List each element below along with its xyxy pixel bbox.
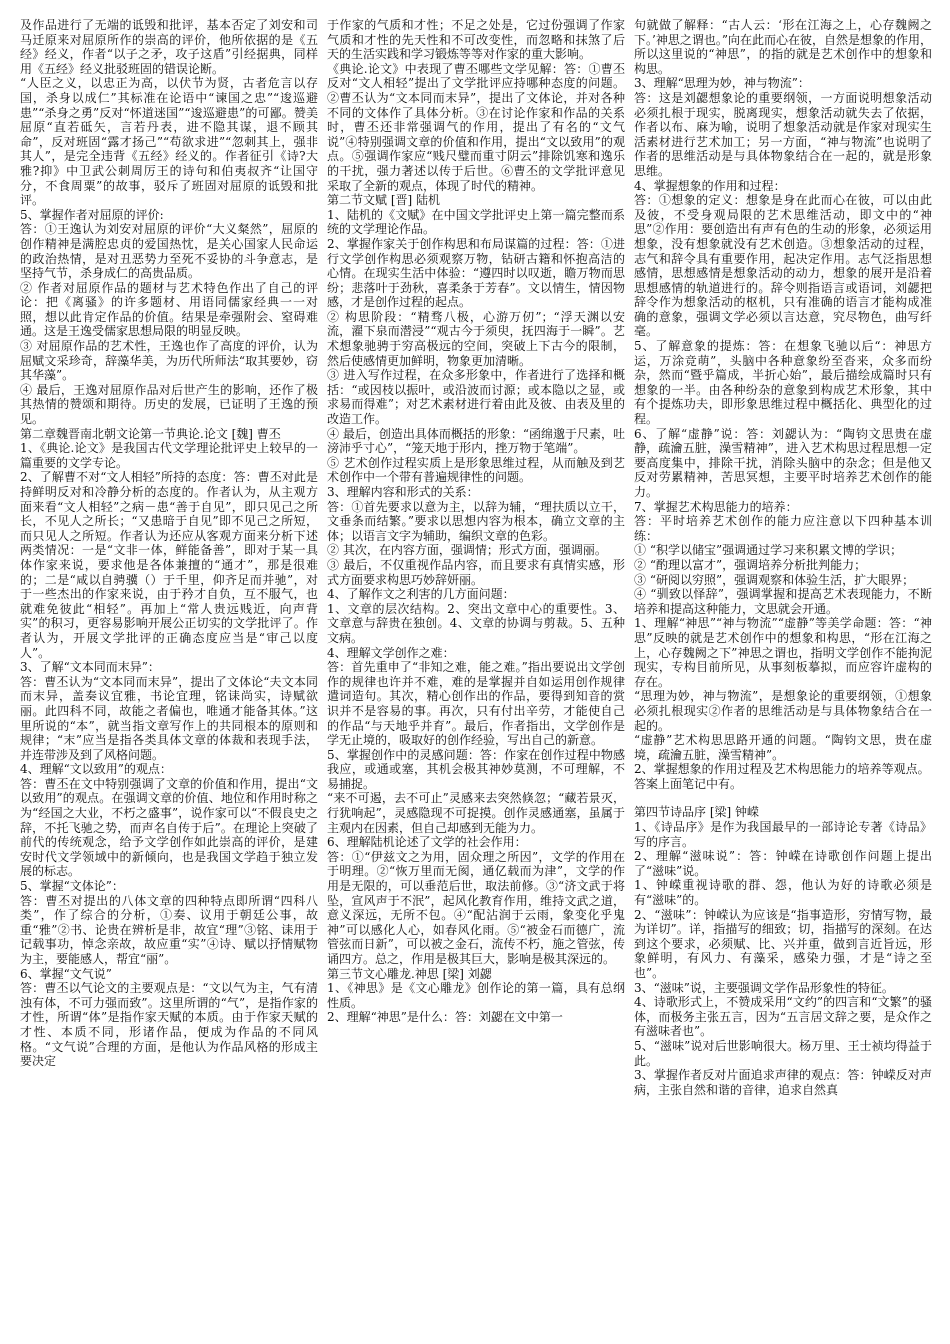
paragraph: ③ “研阅以穷照”，强调观察和体验生活，扩大眼界； <box>634 572 915 587</box>
paragraph: 答：①王逸认为刘安对屈原的评价“大义粲然”，屈原的创作精神是满腔忠贞的爱国热忱，是关心国家人民命运的政治热情，是对丑恶势力至死不妥协的斗争意志，是坚持气节，杀身成仁的高贵品质。 <box>20 222 318 281</box>
paragraph: 2、掌握作家关于创作构思和布局谋篇的过程：答：①进行文学创作构思必须观察万物，钻研古籍和怀抱高洁的心情。在现实生活中体验：“遵四时以叹逝，瞻万物而思纷；悲落叶于劲秋，喜柔条于芳春”。文以情生，情因物感，才是创作过程的起点。 <box>327 236 625 310</box>
paragraph: 答：这是刘勰想象论的重要纲领，一方面说明想象活动必须扎根于现实，脱离现实，想象活动就失去了依据，作者以布、麻为喻，说明了想象活动就是作家对现实生活素材进行艺术加工；另一方面，“神与物流”也说明了作者的思维活动是与具体物象结合在一起的，就是形象思维。 <box>634 90 932 178</box>
paragraph: 1、钟嵘重视诗歌的群、怨，他认为好的诗歌必须是有“滋味”的。 <box>634 878 932 908</box>
paragraph: 第二节文赋 [晋] 陆机 <box>327 193 440 208</box>
paragraph: 1、《诗品序》是作为我国最早的一部诗论专著《诗品》写的序言。 <box>634 820 932 849</box>
paragraph: “人臣之义，以忠正为高，以伏节为贤，古者危言以存国，杀身以成仁”其标准在论语中“谏国之忠”“逡巡避患”“杀身之勇”反对“怀道迷国”“逡巡避患”的可鄙。赞美屈原“直若砥矢，言若丹表，进不隐其谋，退不顾其命”，反对班固“露才扬己”“苟欲求进”“忽刺其上，强非其人”，是完全违背《五经》经义的。作者征引《诗?大雅?抑》中卫武公刺周厉王的诗句和伯夷叔齐“让国守分，不食周粟”的故事，驳斥了班固对屈原的诋毁和批评。 <box>20 76 318 208</box>
paragraph: 答：①“伊兹文之为用，固众理之所因”，文学的作用在于明理。②“恢万里而无阂，通亿载而为津”，文学的作用是无限的，可以垂范后世，取法前修。③“济文武于将坠，宣风声于不泯”，起风化教育作用，维持文武之道，意义深远，无所不包。④“配沾润于云雨，象变化乎鬼神”可以感化人心，如春风化雨。⑤“被金石而德广，流管弦而日新”，可以被之金石，流传不朽，施之管弦，传诵四方。总之，作用是极其巨大，影响是极其深远的。 <box>327 849 625 966</box>
paragraph: 1、陆机的《文赋》在中国文学批评史上第一篇完整而系统的文学理论作品。 <box>327 207 625 237</box>
paragraph <box>634 791 932 805</box>
paragraph: 5、掌握创作中的灵感问题：答：作家在创作过程中物感我应，或通或塞，其机会极其神妙莫测，不可理解，不易捕捉。 <box>327 747 625 791</box>
paragraph: ⑤ 艺术创作过程实质上是形象思维过程，从而触及到艺术创作中一个带有普遍规律性的问题。 <box>327 455 625 485</box>
paragraph: 答：①首先要求以意为主，以辞为辅，“理扶质以立干，文垂条而结繁。”要求以思想内容为根本，确立文章的主体；以语言文字为辅助，编织文章的色彩。 <box>327 499 625 543</box>
paragraph: 答：①想象的定义：想象是身在此而心在彼，可以由此及彼，不受身观局限的艺术思维活动，即文中的“神思”②作用：要创造出有声有色的生动的形象，必须运用想象，没有想象就没有艺术创造。③想象活动的过程，志气和辞令具有重要作用，起决定作用。志气泛指思想感情，思想感情是想象活动的动力，想象的展开是沿着思想感情的轨道进行的。辞令则指语言或语词，刘勰把辞令作为想象活动的枢机，只有准确的语言才能构成准确的意象，强调文学必须以言达意，究尽物色，曲写纤毫。 <box>634 193 932 339</box>
paragraph: 2、理解“神思”是什么：答：刘勰在文中第一 <box>327 1010 563 1025</box>
paragraph: 4、了解作文之利害的几方面问题： <box>327 587 515 602</box>
paragraph: “来不可遏，去不可止”灵感来去突然倏忽；“藏若景灭，行犹响起”，灵感隐现不可捉摸。创作灵感通塞，虽属于主观内在因素，但自己却感到无能为力。 <box>327 791 625 835</box>
paragraph: 4、诗歌形式上，不赞成采用“文约”的四言和“文繁”的骚体，而极务主张五言，因为“五言居文辞之要，是众作之有滋味者也”。 <box>634 995 932 1039</box>
paragraph: 7、掌握艺术构思能力的培养： <box>634 499 798 514</box>
paragraph: 答：首先重申了“非知之难，能之难。”指出要说出文学创作的规律也许并不难，难的是掌握并自如运用创作规律遣词造句。其次，精心创作出的作品，要得到知音的赏识并不是容易的事。再次，只有付出辛劳，才能使自己的作品“与天地乎并育”。最后，作者指出，文学创作是学无止境的，吸取好的创作经验，写出自己的新意。 <box>327 660 625 748</box>
paragraph: “虚静”艺术构思思路开通的问题。“陶钧文思，贵在虚境，疏瀹五脏，澡雪精神”。 <box>634 733 932 762</box>
paragraph: 2、理解“滋味说”：答：钟嵘在诗歌创作问题上提出了“滋味”说。 <box>634 849 932 878</box>
paragraph: 于作家的气质和才性；不足之处是，它过份强调了作家气质和才性的先天性和不可改变性，而忽略和抹煞了后天的生活实践和学习锻炼等等对作家的重大影响。 <box>327 18 625 62</box>
paragraph: ③ 最后，不仅重视作品内容，而且要求有真情实感，形式方面要求构思巧妙辞妍丽。 <box>327 557 625 587</box>
paragraph: ① “积学以储宝”强调通过学习来积累文博的学识； <box>634 543 903 558</box>
paragraph: 第二章魏晋南北朝文论第一节典论.论文 [魏] 曹丕 <box>20 426 281 441</box>
paragraph: 答：曹丕对提出的八体文章的四种特点即所谓“四科八类”，作了综合的分析，①奏、议用于朝廷公事，故重“雅”②书、论贵在辨析是非，故宜“理”③铭、诔用于记载事功，悼念亲故，故应重“实”④诗、赋以抒情赋物为主，要能感人，帮宜“丽”。 <box>20 893 318 966</box>
paragraph: 答案上面笔记中有。 <box>634 776 743 791</box>
paragraph: 2、了解曹不对“文人相轻”所持的态度：答：曹丕对此是持鲜明反对和冷静分析的态度的。作者认为，从主观方面来看“文人相轻”之病－患“善于自见”，即只见己之所长，不见人之所长；“又患暗于自见”即不见己之所短，而只见人之所短。作者认为还应从客观方面来分析下述两类情况：一是“文非一体，鲜能备善”，即对于某一具体作家来说，要求他是各体兼擅的“通才”，那是很难的；二是“咸以自骋骥（）于千里，仰齐足而并驰”，对于一些杰出的作家来说，由于矜才自负，互不服气，也就难免彼此“相轻”。再加上“常人贵远贱近，向声背实”的积习，更容易影响开展公正切实的文学批评了。作者认为，开展文学批评的正确态度应当是“审己以度人”。 <box>20 470 318 660</box>
paragraph: 4、理解“文以致用”的观点： <box>20 762 172 777</box>
paragraph: 答：曹丕以气论文的主要观点是：“文以气为主，气有清浊有体，不可力强而致”。这里所谓的“气”，是指作家的才性，所谓“体”是指作家天赋的本质。由于作家天赋的才性、本质不同，形诸作品，便成为作品的不同风格。“文气说”合理的方面，是他认为作品风格的形成主要决定 <box>20 981 318 1069</box>
paragraph: 5、了解意象的提炼：答：在想象飞驰以后“：神思方运，万涂竞萌”，头脑中各种意象纷至沓来，众多而纷杂，然而“暨乎篇成，半折心始”，最后描绘成篇时只有想象的一半。由各种纷杂的意象到构成艺术形象，其中有个提炼功夫，即形象思维过程中概括化、典型化的过程。 <box>634 339 932 427</box>
paragraph: ② “酌理以富才”，强调培养分析批判能力； <box>634 557 867 572</box>
paragraph: ④ “驯致以怿辞”，强调掌握和提高艺术表现能力，不断培养和提高这种能力，文思就会开通。 <box>634 587 932 616</box>
paragraph: 6、理解陆机论述了文学的社会作用： <box>327 835 527 850</box>
paragraph: “思理为妙，神与物流”，是想象论的重要纲领，①想象必须扎根现实②作者的思维活动是与具体物象结合在一起的。 <box>634 689 932 733</box>
paragraph: ③ 进入写作过程，在众多形象中，作者进行了选择和概括：“或因枝以振叶，或沿波而讨源；或本隐以之显，或求易而得难”；对艺术素材进行着由此及彼、由表及里的改造工作。 <box>327 368 625 427</box>
paragraph: ② 构思阶段：“精骛八极，心游万仞”；“浮天渊以安流，濯下泉而潜浸”“观古今于须臾，抚四海于一瞬”。艺术想象驰骋于穷高极远的空间，突破上下古今的限制，然后使感情更加鲜明，物象更加清晰。 <box>327 309 625 368</box>
paragraph: 第三节文心雕龙.神思 [梁] 刘勰 <box>327 966 492 981</box>
paragraph: 1、《典论.论文》是我国古代文学理论批评史上较早的一篇重要的文学专论。 <box>20 441 318 470</box>
paragraph: 3、掌握作者反对片面追求声律的观点：答：钟嵘反对声病，主张自然和谐的音律，追求自然真 <box>634 1068 932 1097</box>
paragraph: 3、“滋味”说，主要强调文学作品形象性的特征。 <box>634 980 894 995</box>
paragraph: 答：曹丕在文中特别强调了文章的价值和作用，提出“文以致用”的观点。在强调文章的价值、地位和作用时称之为“经国之大业，不朽之盛事”，说作家可以“不假良史之辞，不托飞驰之势，而声名自传于后”。在理论上突破了前代的传统观念，给予文学创作如此崇高的评价，是建安时代文学领域中的新倾向，也是我国文学趋于独立发展的标志。 <box>20 776 318 879</box>
paragraph: 2、掌握想象的作用过程及艺术构思能力的培养等观点。 <box>634 762 930 777</box>
paragraph: 1、《神思》是《文心雕龙》创作论的第一篇，具有总纲性质。 <box>327 981 625 1010</box>
paragraph: 4、理解文学创作之难： <box>327 645 455 660</box>
paragraph: 4、掌握想象的作用和过程： <box>634 178 786 193</box>
paragraph: 1、理解“神思”“神与物流”“虚静”等美学命题：答：“神思”反映的就是艺术创作中的想象和构思，“形在江海之上，心存魏阙之下”神思之谓也，指明文学创作不能拘泥现实，专构目前所见，从事刻板摹拟，而应容许虚构的存在。 <box>634 616 932 689</box>
paragraph: 及作品进行了无端的诋毁和批评，基本否定了刘安和司马迁原来对屈原所作的崇高的评价，他所依据的是《五经》经义，作者“以子之矛，攻子这盾”引经据典，同样用《五经》经义批驳班固的错误论断。 <box>20 18 318 76</box>
text-column-right <box>634 18 932 1328</box>
paragraph: 5、掌握“文体论”： <box>20 879 124 894</box>
paragraph: ② 作者对屈原作品的题材与艺术特色作出了自己的评论：把《离骚》的许多题材、用语同儒家经典一一对照，想以此肯定作品的价值。结果是牵强附会、窒碍难通。这是王逸受儒家思想局限的明显反映。 <box>20 280 318 339</box>
paragraph: 3、了解“文本同而末异”： <box>20 660 160 675</box>
paragraph: 答：平时培养艺术创作的能力应注意以下四种基本训练： <box>634 514 932 543</box>
paragraph: 5、“滋味”说对后世影响很大。杨万里、王士祯均得益于此。 <box>634 1038 932 1068</box>
paragraph: 1、文章的层次结构。2、突出文章中心的重要性。3、文章意与辞贵在独创。4、文章的协调与剪裁。5、五种文病。 <box>327 601 625 645</box>
text-column-middle <box>327 18 625 1328</box>
paragraph: ③ 对屈原作品的艺术性，王逸也作了高度的评价，认为屈赋文采珍奇，辞藻华美，为历代所师法“取其要妙，窃其华藻”。 <box>20 339 318 383</box>
paragraph: 3、理解“思理为妙，神与物流”： <box>634 76 810 91</box>
paragraph: 3、理解内容和形式的关系： <box>327 485 479 499</box>
paragraph: ④ 最后，创造出具体而概括的形象：“函绵邈于尺素，吐滂沛乎寸心”，“笼天地于形内，挫万物于笔端”。 <box>327 426 625 456</box>
paragraph: 《典论.论文》中表现了曹丕哪些文学见解：答：①曹丕反对“文人相轻”提出了文学批评应持哪种态度的问题。②曹丕认为“文本同而末异”，提出了文体论，并对各种不同的文体作了具体分析。③在讨论作家和作品的关系时，曹丕还非常强调气的作用，提出了有名的“文气说”④特别强调文章的价值和作用，提出“文以致用”的观点。⑤强调作家应“贱尺璧而重寸阴云”排除饥寒和逸乐的干扰，强力著述以传于后世。⑥曹丕的文学批评意见采取了全新的观点，体现了时代的精神。 <box>327 61 625 193</box>
paragraph: 第四节诗品序 [梁] 钟嵘 <box>634 805 759 820</box>
paragraph: 句就做了解释：“古人云：‘形在江海之上，心存魏阙之下。’神思之谓也。”向在此而心在彼，自然是想象的作用，所以这里说的“神思”，的指的就是艺术创作中的想象和构思。 <box>634 18 932 76</box>
text-column-left <box>20 18 318 1328</box>
paragraph: 6、了解“虚静”说：答：刘勰认为：“陶钧文思贵在虚静，疏瀹五脏，澡雪精神”，进入艺术构思过程思想一定要高度集中，排除干扰，消除头脑中的杂念；但是他又反对劳累精神，苦思冥想，主要平时培养艺术创作的能力。 <box>634 426 932 499</box>
paragraph: 2、“滋味”：钟嵘认为应该是“指事造形，穷情写物，最为详切”。详，指描写的细致；切，指描写的深刻。在达到这个要求，必须赋、比、兴并重，做到言近旨远，形象鲜明，有风力、有藻采，感染力强，才是“诗之至也”。 <box>634 907 932 980</box>
paragraph: 答：曹丕认为“文本同而末异”，提出了文体论“夫文本同而末异，盖奏议宜雅，书论宜理，铭诔尚实，诗赋欲丽。此四科不同，故能之者偏也，唯通才能备其体。”这里所说的“本”，就当指文章写作上的共同根本的原则和规律；“末”应当是指各类具体文章的体裁和表现手法，并连带涉及到了风格问题。 <box>20 674 318 762</box>
paragraph: 5、掌握作者对屈原的评价: <box>20 207 164 222</box>
paragraph: ② 其次，在内容方面，强调情；形式方面，强调丽。 <box>327 543 607 558</box>
paragraph: 6、掌握“文气说” <box>20 966 112 981</box>
document-page <box>20 18 934 1328</box>
paragraph: ④ 最后，王逸对屈原作品对后世产生的影响，还作了极其热情的赞颂和期待。历史的发展，已证明了王逸的预见。 <box>20 382 318 427</box>
